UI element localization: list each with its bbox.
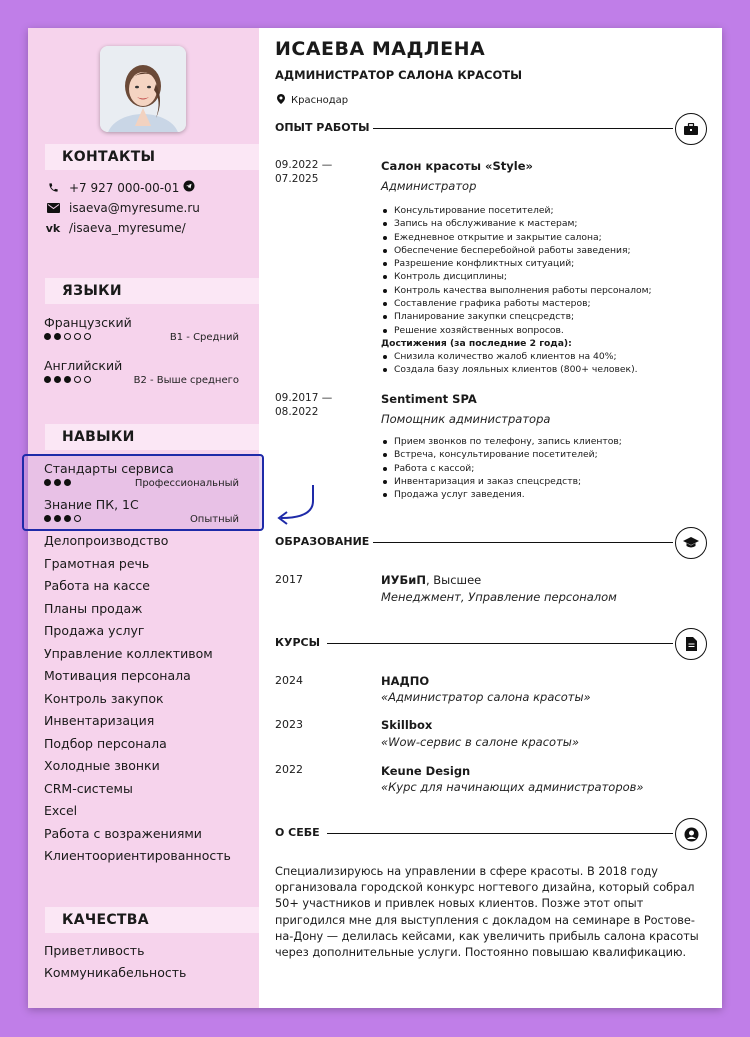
- job-date-from: 09.2017 —: [275, 392, 333, 404]
- vk-text[interactable]: /isaeva_myresume/: [69, 221, 186, 235]
- course-org: Keune Design: [381, 764, 471, 778]
- duty-item: Планирование закупки спецсредств;: [381, 310, 652, 323]
- skill-item: Excel: [44, 803, 78, 818]
- duty-item: Ежедневное открытие и закрытие салона;: [381, 231, 652, 244]
- skill-item: Работа на кассе: [44, 578, 150, 593]
- skill-item: Продажа услуг: [44, 623, 145, 638]
- document-icon: [675, 628, 707, 660]
- about-title: О СЕБЕ: [275, 826, 320, 839]
- skill-item: Холодные звонки: [44, 758, 160, 773]
- course-year: 2024: [275, 674, 303, 687]
- skill-item: Клиентоориентированность: [44, 848, 231, 863]
- duty-item: Обеспечение бесперебойной работы заведения;: [381, 244, 652, 257]
- course-org: НАДПО: [381, 674, 430, 688]
- achievements-list: [381, 350, 638, 377]
- skill-item: CRM-системы: [44, 780, 133, 796]
- phone-contact: [46, 180, 195, 195]
- about-section-header: [275, 818, 707, 848]
- education-institution-line: [381, 573, 481, 587]
- email-contact: [46, 201, 200, 215]
- course-year: 2023: [275, 718, 303, 731]
- skill-item: Делопроизводство: [44, 533, 169, 548]
- main-content: [259, 28, 722, 1008]
- achievement-item: Снизила количество жалоб клиентов на 40%;: [381, 350, 638, 363]
- duty-item: Запись на обслуживание к мастерам;: [381, 217, 652, 230]
- job-date-from: 09.2022 —: [275, 159, 333, 171]
- duty-item: Составление графика работы мастеров;: [381, 297, 652, 310]
- language-name: Английский: [44, 358, 123, 373]
- duty-item: Контроль дисциплины;: [381, 270, 652, 283]
- duty-item: Консультирование посетителей;: [381, 204, 652, 217]
- achievements-title: Достижения (за последние 2 года):: [381, 338, 572, 349]
- language-level: B2 - Выше среднего: [133, 375, 239, 386]
- skill-item: Работа с возражениями: [44, 825, 202, 841]
- course-name: «Курс для начинающих администраторов»: [381, 780, 644, 794]
- education-degree: , Высшее: [425, 573, 482, 587]
- achievement-item: Создала базу лояльных клиентов (800+ человек).: [381, 363, 638, 376]
- education-section-header: [275, 527, 707, 557]
- duty-item: Решение хозяйственных вопросов.: [381, 324, 652, 337]
- job-date-to: 07.2025: [275, 173, 319, 185]
- rated-skill-name: Стандарты сервиса: [44, 461, 174, 476]
- course-name: «Wow-сервис в салоне красоты»: [381, 735, 579, 749]
- job-duties: [381, 204, 652, 337]
- sidebar: [28, 28, 259, 1008]
- language-rating: [44, 333, 91, 340]
- profile-photo: [100, 46, 186, 132]
- vk-icon: vk: [45, 221, 61, 235]
- quality-item: Коммуникабельность: [44, 965, 187, 980]
- phone-icon: [46, 182, 60, 193]
- duty-item: Продажа услуг заведения.: [381, 488, 622, 501]
- courses-section-header: [275, 628, 707, 658]
- duty-item: Встреча, консультирование посетителей;: [381, 448, 622, 461]
- curved-arrow-icon: [273, 483, 318, 528]
- duty-item: Разрешение конфликтных ситуаций;: [381, 257, 652, 270]
- city-row: [277, 94, 348, 107]
- qualities-heading: КАЧЕСТВА: [45, 907, 259, 933]
- skill-item: Мотивация персонала: [44, 668, 191, 683]
- skill-item: Подбор персонала: [44, 735, 167, 751]
- course-org: Skillbox: [381, 718, 433, 732]
- phone-text[interactable]: +7 927 000-00-01: [69, 180, 180, 195]
- job-date-to: 08.2022: [275, 406, 319, 418]
- graduation-cap-icon: [675, 527, 707, 559]
- person-name: ИСАЕВА МАДЛЕНА: [275, 38, 486, 60]
- email-text[interactable]: isaeva@myresume.ru: [69, 201, 200, 215]
- skill-level: Опытный: [189, 514, 239, 525]
- skill-item: Планы продаж: [44, 600, 143, 616]
- about-text: Специализируюсь на управлении в сфере красоты. В 2018 году организовала городской конкурс ногтевого дизайна, который собрал 50+ участников и привлек новых клиентов. Позже этот опыт пригодился мне для выступления с докладом на семинаре в Ростове-на-Дону — делилась кейсами, как увеличить прибыль салона красоты через дополнительные услуги. Постоянно повышаю квалификацию.: [275, 865, 699, 960]
- job-duties: [381, 435, 622, 501]
- skill-item: Грамотная речь: [44, 555, 150, 571]
- job-company: Салон красоты «Style»: [381, 159, 533, 173]
- person-role: АДМИНИСТРАТОР САЛОНА КРАСОТЫ: [275, 68, 523, 82]
- languages-heading: ЯЗЫКИ: [45, 278, 259, 304]
- skill-rating: [44, 479, 71, 486]
- education-title: ОБРАЗОВАНИЕ: [275, 535, 370, 548]
- experience-title: ОПЫТ РАБОТЫ: [275, 121, 370, 134]
- telegram-icon[interactable]: [183, 180, 195, 195]
- email-icon: [46, 203, 60, 213]
- language-name: Французский: [44, 315, 132, 330]
- education-specialty: Менеджмент, Управление персоналом: [381, 590, 617, 604]
- vk-contact: [46, 221, 186, 235]
- duty-item: Прием звонков по телефону, запись клиентов;: [381, 435, 622, 448]
- job-company: Sentiment SPA: [381, 392, 477, 406]
- resume-page: [28, 28, 722, 1008]
- education-institution: ИУБиП: [381, 573, 426, 587]
- skill-item: Инвентаризация: [44, 713, 155, 728]
- course-year: 2022: [275, 763, 303, 776]
- course-name: «Администратор салона красоты»: [381, 690, 591, 704]
- skill-rating: [44, 515, 81, 522]
- city-text: Краснодар: [291, 95, 349, 106]
- user-icon: [675, 818, 707, 850]
- job-position: Помощник администратора: [381, 412, 551, 426]
- briefcase-icon: [675, 113, 707, 145]
- skill-level: Профессиональный: [134, 478, 239, 489]
- job-position: Администратор: [381, 179, 477, 193]
- duty-item: Работа с кассой;: [381, 462, 622, 475]
- language-level: B1 - Средний: [169, 332, 239, 343]
- skills-heading: НАВЫКИ: [45, 424, 259, 450]
- language-rating: [44, 376, 91, 383]
- contacts-heading: КОНТАКТЫ: [45, 144, 259, 170]
- courses-title: КУРСЫ: [275, 636, 321, 649]
- skill-item: Управление коллективом: [44, 645, 213, 661]
- duty-item: Контроль качества выполнения работы персоналом;: [381, 284, 652, 297]
- duty-item: Инвентаризация и заказ спецсредств;: [381, 475, 622, 488]
- skill-item: Контроль закупок: [44, 690, 164, 706]
- education-year: 2017: [275, 573, 303, 586]
- experience-section-header: [275, 113, 707, 143]
- rated-skill-name: Знание ПК, 1С: [44, 497, 139, 512]
- quality-item: Приветливость: [44, 943, 145, 958]
- location-pin-icon: [277, 94, 285, 107]
